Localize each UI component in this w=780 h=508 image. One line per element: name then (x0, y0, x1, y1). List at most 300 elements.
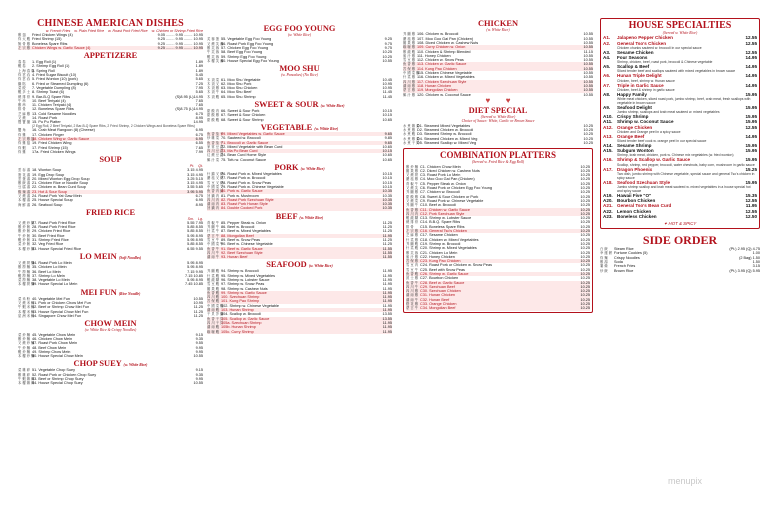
item-chinese-name: 腰 果 雞 (406, 168, 418, 173)
item-chinese-name: 蛋 花 湯 (18, 172, 30, 177)
item-price: 10.25 (580, 203, 590, 208)
item-price: 3.15 4.95 (187, 181, 203, 186)
item-price: 11.95 (382, 299, 392, 304)
item-price: 10.25 (580, 297, 590, 302)
item-name: 53. Beef or Shrimp Chop Suey (32, 377, 84, 382)
item-price: 10.65 (382, 153, 392, 158)
item-chinese-name: 四 川 雞 (406, 289, 418, 294)
item-chinese-name: 魚 香 牛 (406, 280, 418, 285)
item-price: (2 Bag) 1.50 (739, 255, 760, 260)
specialty-item (603, 214, 757, 219)
menu-item (18, 314, 203, 318)
item-chinese-name: 雞 炒 麵 (406, 164, 418, 169)
item-chinese-name: 紅 燒 豆 腐 (207, 153, 224, 158)
item-name: 93. Hunan Beef (221, 255, 248, 260)
specialty-description: Jumbo shrimp, scallops and krab meat sauteed w. mixed vegetables (617, 110, 720, 115)
item-name: 16. Crab Meat Rangoon (8) (Cheese) (32, 128, 95, 133)
item-name: 48. Beef Chow Mein (32, 345, 67, 350)
item-name: 70. Sauteed w. Broccoli (221, 136, 261, 141)
item-name: C27. Bourbon Chicken (420, 276, 459, 281)
item-chinese-name: 左 宗 雞 (18, 45, 30, 50)
item-name: C30. Szechuan Chicken (420, 289, 461, 294)
specialty-code: A14. (603, 143, 613, 149)
item-price: 6.75 (195, 194, 203, 198)
item-price: 5.55 7.95 (187, 220, 203, 225)
specialty-code: A12. (603, 124, 613, 130)
item-chinese-name: 春 卷 (18, 60, 26, 65)
item-chinese-name: 雞 飯 湯 (18, 181, 30, 186)
item-chinese-name: 芝 麻 雞 (406, 233, 418, 238)
item-price: 5.85 8.55 (187, 242, 203, 247)
item-name: 116. Chicken w. Mixed Vegetables (417, 75, 475, 80)
item-name: Crispy Noodles (614, 255, 640, 260)
item-name: 39. House Special Lo Mein (32, 282, 78, 287)
item-name: 6. Fried or Steamed Dumpling (6) (32, 81, 89, 86)
item-chinese-name: 四 川 蝦 (207, 295, 219, 300)
specialty-price: 15.95 (745, 179, 757, 185)
item-chinese-name: 魚 香 蝦 (406, 271, 418, 276)
specialty-price: 15.95 (745, 148, 757, 154)
item-name: 112. Chicken w. Snow Peas (417, 58, 464, 63)
item-chinese-name: 腰 果 蝦 (207, 286, 219, 291)
item-name: 38. Vegetable Lo Mein (32, 278, 70, 283)
item-price: 10.15 (382, 109, 392, 114)
item-price: 9.25 ........ 9.95 ........ 10.95 (157, 37, 203, 42)
specialty-description: Sliced tender beef and scallops sauteed with mixed vegetables in brown sauce (617, 69, 736, 74)
item-chinese-name: 青 椒 牛 (406, 181, 418, 186)
appetizer-list (18, 60, 203, 124)
item-price: 10.15 (382, 176, 392, 181)
item-price: 11.95 (382, 290, 392, 295)
item-price: 11.95 (382, 320, 392, 325)
item-chinese-name: 炸 雞 (18, 149, 26, 154)
item-name: 115. Chicken Chinese Vegetable (417, 71, 472, 76)
item-price: 1.50 (752, 259, 760, 264)
specialty-price: 14.95 (745, 55, 757, 61)
item-price: 5.85 8.55 (187, 229, 203, 234)
specialty-description: Shrimp, chicken, beef, roast pork, broccoli & Chinese vegetable (617, 60, 713, 65)
chicken-title: CHICKEN (477, 19, 519, 28)
specialty-code: A5. (603, 64, 611, 70)
item-name: 105b. Hunan Shrimp (221, 325, 256, 330)
item-name: C16. General Tso's Chicken (420, 229, 467, 234)
item-chinese-name: 雞 炒 飯 (18, 229, 30, 234)
item-chinese-name: 雲 吞 湯 (18, 168, 30, 173)
item-price: 7.95 (195, 85, 203, 90)
item-chinese-name: 芥 蘭 雞 (403, 32, 415, 37)
item-name: 117. Chicken Szechuan Style (417, 79, 467, 84)
item-price: 6.75 (195, 132, 203, 137)
item-name: 34. Roast Pork Lo Mein (32, 260, 72, 265)
combination-sub: (Served w. Fried Rice & Egg Roll) (471, 160, 525, 165)
mei-fun-list (18, 297, 203, 318)
item-chinese-name: 牛 炒 麵 (18, 345, 30, 350)
item-price: 10.25 (580, 284, 590, 289)
specialty-code: A9. (603, 105, 611, 111)
item-name: 20. Mixed Wonton Egg Drop Soup (32, 176, 90, 181)
item-price: 11.55 (382, 255, 392, 260)
item-price: 10.35 (382, 189, 392, 194)
menu-item (18, 203, 203, 207)
item-price: 11.45 (382, 90, 392, 95)
item-name: 24. Roast Pork Yat Gaw Mein (32, 194, 82, 198)
menu-item (207, 206, 392, 210)
item-price: 9.75 (384, 46, 392, 50)
item-name: C31. Hunan Chicken (420, 293, 456, 298)
item-name: 66. Sweet & Sour Pork (221, 109, 260, 114)
item-chinese-name: 四 川 豆 腐 (207, 149, 224, 154)
specialty-price: 15.95 (745, 114, 757, 120)
specialty-description: Chicken chunks sauteed w. broccoli in our special sauce (617, 45, 702, 50)
item-chinese-name: 湖 南 雞 (403, 83, 415, 88)
item-chinese-name: 酸 辣 湯 (18, 189, 30, 194)
item-price: 3.15 4.95 (187, 168, 203, 173)
item-chinese-name: 芥 蘭 雞 (406, 190, 418, 195)
item-price: 9.15 (195, 332, 203, 337)
item-name: C22. Honey Chicken (420, 254, 455, 259)
specialty-name: Orange Chicken (617, 124, 653, 130)
item-name: 36. Beef Lo Mein (32, 269, 61, 274)
item-chinese-name: 回 鍋 肉 (207, 193, 219, 198)
item-chinese-name: 燒 排 骨 (406, 220, 418, 225)
item-chinese-name: 四 川 干 貝 (207, 320, 224, 325)
specialty-price: 15.95 (745, 143, 757, 149)
item-price: 3.95 5.95 (187, 189, 203, 194)
item-chinese-name: 菜 撈 麵 (18, 278, 30, 283)
heart-icon: ♥ ♥ (485, 95, 511, 105)
item-price: 10.25 (382, 54, 392, 59)
specialty-name: Hawaii Five "O" (617, 193, 652, 199)
item-name: C1. Chicken Chow Mein (420, 164, 461, 169)
item-name: 61. Moo Shu Vegetable (221, 77, 261, 82)
item-chinese-name: 蒙 古 雞 (403, 88, 415, 93)
specialty-description: Scallop, shrimp, red pepper, broccoli, water chestnuts, baby corn, mushroom in garlic sauce (617, 162, 755, 167)
item-chinese-name: 炸 大 蝦 (18, 37, 30, 42)
item-chinese-name: 炒 飯 (600, 268, 608, 273)
item-chinese-name: 蝦 卷 (18, 64, 26, 69)
moo-shu-sub: (w. Pancakes) (No Rice) (281, 73, 318, 78)
item-chinese-name: 牛 串 (18, 98, 26, 103)
item-chinese-name: 本 樓 撈 麵 (18, 282, 35, 287)
item-chinese-name: 木 須 雞 (207, 86, 219, 91)
item-chinese-name: 寶 寶 盤 (18, 120, 30, 125)
item-price: 10.15 (382, 184, 392, 189)
item-chinese-name: 蘑 菇 雞 (406, 177, 418, 182)
item-name: 113. Chicken w. Garlic Sauce (417, 62, 467, 67)
item-name: Fortune Cookies (5) (614, 251, 648, 256)
item-price: 10.15 (382, 149, 392, 154)
item-name: 92. Beef Szechuan Style (221, 250, 263, 255)
item-chinese-name: 炸 雞 (18, 132, 26, 137)
lo-mein-title: LO MEIN (Soft Noodles) (79, 251, 142, 261)
specialty-name: Shrimp w. Coconut Sauce (617, 119, 674, 125)
item-chinese-name: 中 國 菜 雞 (403, 71, 420, 76)
item-chinese-name: 蝦 炒 麵 (18, 349, 30, 354)
item-chinese-name: 腰 果 雞 (403, 41, 415, 45)
item-name: 78. Roast Pork w. Snow Peas (221, 180, 272, 185)
item-name: 4. Fried Sugar Biscuit (10) (32, 73, 77, 78)
item-chinese-name: 什 菜 蝦 (207, 273, 219, 278)
item-name: 64. Moo Shu Beef (221, 90, 252, 95)
item-price: 5.65 (195, 77, 203, 82)
item-chinese-name: 炒 雜 菜 (207, 136, 219, 141)
menu-item (207, 330, 392, 334)
item-name: 33. House Special Fried Rice (32, 246, 82, 251)
item-chinese-name: 雞 翅 (18, 33, 26, 37)
item-name: 102. Shrimp w. Chinese Vegetable (221, 303, 280, 308)
item-chinese-name: 蟹 角 (18, 128, 26, 133)
item-chinese-name: 魚 香 干 貝 (207, 316, 224, 321)
item-chinese-name: 叉 燒 湯 (18, 194, 30, 198)
item-chinese-name: 咖 喱 蝦 (207, 329, 219, 334)
item-name: 81. Pork w. Mushroom (221, 193, 259, 198)
item-price: 10.55 (583, 83, 593, 88)
item-price: 10.25 (580, 198, 590, 203)
vegetable-title: VEGETABLE (w. White Rice) (260, 122, 339, 132)
item-chinese-name: 無 骨 雞 (18, 41, 30, 46)
item-name: 83. Roast Pork Hunan Style (221, 202, 268, 207)
item-price: 7.15 9.95 (187, 269, 203, 274)
item-price: 10.55 (583, 79, 593, 84)
item-name: C34. Mongolian Beef (420, 306, 456, 311)
item-price: 10.25 (580, 177, 590, 182)
item-chinese-name: 排 骨 (406, 224, 414, 229)
specialty-price: 14.95 (745, 133, 757, 139)
item-price: 10.65 (382, 157, 392, 162)
item-price: 10.25 (580, 181, 590, 186)
item-price: 10.55 (583, 45, 593, 50)
specialty-name: Shrimp & Scallop w. Garlic Sauce (617, 157, 691, 163)
seafood-title: SEAFOOD (w. White Rice) (266, 260, 333, 270)
item-chinese-name: 炸 雞 翅 (18, 141, 30, 146)
item-price: 10.25 (580, 220, 590, 225)
item-chinese-name: 蝦 多 士 (18, 90, 30, 95)
american-list (18, 33, 203, 50)
item-price: 11.25 (382, 237, 392, 242)
item-price: 9.95 (195, 345, 203, 350)
specialty-name: Crispy Shrimp (617, 114, 649, 120)
item-chinese-name: 本 樓 炒 飯 (18, 246, 35, 251)
item-price: 10.25 (580, 276, 590, 281)
soup-heads: Pt. Qt. (189, 164, 203, 169)
item-price: 10.25 (580, 216, 590, 221)
chicken-list (403, 32, 593, 96)
item-price: 10.55 (193, 296, 203, 301)
item-price: 10.95 (382, 81, 392, 86)
item-price: 1.89 (195, 60, 203, 65)
item-chinese-name: 叉 燒 芙 蓉 (207, 41, 224, 46)
item-name: 105a. Szechuan Shrimp (221, 320, 262, 325)
item-chinese-name: 海 鮮 湯 (18, 202, 30, 207)
chow-mein-sub: (w. White Rice & Crispy Noodles) (84, 328, 137, 333)
item-chinese-name: 白 飯 (600, 247, 608, 252)
specialty-code: A11. (603, 119, 613, 125)
item-chinese-name: 甜 酸 肉 (207, 109, 219, 114)
item-name: 105c. Curry Shrimp (221, 329, 254, 334)
item-name: 22. Chicken w. Bean Curd Soup (32, 185, 86, 190)
specialty-price: 12.55 (745, 124, 757, 130)
item-name: 111. Honey Chicken (417, 53, 451, 58)
item-chinese-name: 魚 香 茄 子 (207, 140, 224, 145)
item-chinese-name: 本 樓 芙 蓉 (207, 58, 224, 63)
item-chinese-name: 雪 豆 肉 (406, 263, 418, 268)
item-chinese-name: 中 國 菜 牛 (207, 242, 224, 247)
specialty-code: A23. (603, 213, 613, 219)
item-price: 13.55 (382, 312, 392, 317)
menu-column-3 (403, 18, 593, 506)
item-chinese-name: 雞 芙 蓉 (406, 250, 418, 255)
item-name: C25. Beef with Snow Peas (420, 267, 465, 272)
item-name: 77. Roast Pork w. Broccoli (221, 176, 266, 181)
item-price: 10.25 (580, 306, 590, 311)
item-price: 10.25 (583, 132, 593, 137)
specialty-code: A8. (603, 91, 611, 97)
item-price: 10.95 (382, 86, 392, 91)
item-price: 10.25 (583, 123, 593, 128)
item-name: 73. Ma Po Bean Curd (221, 149, 258, 154)
sweet-sour-list (207, 109, 392, 122)
specialty-code: A2. (603, 40, 611, 46)
item-price: 10.25 (580, 250, 590, 255)
item-price: (Pt.) 2.95 (Q) 4.75 (729, 247, 760, 252)
item-chinese-name: 魚 香 雞 (403, 62, 415, 67)
menu-item (18, 150, 203, 154)
item-price: (S)8.75 (L)14.95 (175, 107, 203, 112)
item-price: 9.25 (384, 37, 392, 42)
item-name: 107. Moo Goo Gai Pan (Chicken) (417, 36, 474, 41)
item-price: 10.25 (583, 140, 593, 145)
menu-column-1 (18, 18, 203, 506)
item-name: 31. Shrimp Fried Rice (32, 238, 69, 243)
specialty-name: Boneless Chicken (617, 213, 657, 219)
chinese-american-title: CHINESE AMERICAN DISHES (37, 18, 184, 29)
specialty-code: A3. (603, 49, 611, 55)
item-name: C13. Shrimp w. Lobster Sauce (420, 216, 472, 221)
item-chinese-name: 四 川 肉 (406, 211, 418, 216)
item-chinese-name: 菜 雜 碎 (18, 368, 30, 373)
item-price: 9.35 (195, 336, 203, 341)
pupu-note: (2 Egg Roll, 2 Beef Teriyaki, 2 Bar-B-Q Spare Ribs, 2 Fried Shrimp, 2 Chicken Wings and Boneless Spare Ribs) (32, 123, 195, 128)
item-chinese-name: 炸 雲 吞 (18, 73, 30, 78)
item-price: 6.95 (195, 128, 203, 133)
item-price: 9.15 (195, 368, 203, 373)
item-name: C11. Chicken w. Garlic Sauce (420, 207, 470, 212)
specialty-description: Two dish, jumbo shrimp with Chinese vegetable, special sauce and general Tso's chicken in spicy sauce (617, 171, 755, 180)
specialty-name: Hunan Triple Delight (617, 73, 662, 79)
item-name: 17. Fried Shrimp (15) (32, 145, 68, 150)
item-name: 5. Fried Wonton (10) (pork) (32, 77, 78, 82)
item-name: 43. House Special Chow Mei Fun (32, 309, 89, 314)
item-price: 10.95 (193, 301, 203, 306)
item-name: C5. Pepper Steak w. Onion (420, 181, 466, 186)
item-name: 28. Roast Pork Fried Rice (32, 225, 76, 230)
item-name: C6. Roast Pork or Chicken Egg Foo Young (420, 186, 492, 191)
item-chinese-name: 雪 豆 牛 (207, 237, 219, 242)
item-price: 5.85 8.55 (187, 225, 203, 230)
item-chinese-name: 鍋 貼 (18, 81, 26, 86)
item-name: C7. Chicken w. Broccoli (420, 190, 460, 195)
item-chinese-name: 芥 蘭 蝦 (207, 269, 219, 274)
item-name: 71. Broccoli w. Garlic Sauce (221, 140, 269, 145)
menu-column-2 (207, 18, 392, 506)
item-price: 11.95 (382, 303, 392, 308)
item-name: 109. Curry Chicken w. Onion (417, 45, 466, 50)
item-price: 10.25 (580, 263, 590, 268)
item-name: C29. Szechuan Beef (420, 284, 455, 289)
item-name: 14. Roast Pork (32, 116, 58, 121)
item-price: 10.55 (583, 66, 593, 71)
item-chinese-name: 牛 撈 麵 (18, 269, 30, 274)
item-price: 9.05 ........ 9.95 ........ 10.95 (157, 33, 203, 37)
item-chinese-name: 炸 雲 吞 (18, 77, 30, 82)
side-order-list (600, 247, 760, 273)
item-name: 103. Hunan Shrimp (221, 308, 254, 313)
specialty-item (603, 73, 757, 78)
item-chinese-name: 魚 香 雞 (406, 207, 418, 212)
item-chinese-name: 叉 燒 芙 (406, 186, 418, 191)
beef-list (207, 221, 392, 260)
egg-foo-young-list (207, 37, 392, 63)
chicken-sub: (w. White Rice) (486, 28, 510, 32)
beef-title: BEEF (w. White Rice) (275, 211, 324, 221)
appetizer-list-2 (18, 128, 203, 154)
specialty-item (603, 157, 757, 162)
item-price: 11.95 (382, 325, 392, 330)
item-price: (Pt.) 3.95 (Q) 5.95 (729, 268, 760, 273)
item-name: 18. Chicken Wing w. Garlic Sauce (32, 137, 90, 142)
specialty-price: 15.95 (745, 91, 757, 97)
diet-sub: (Served w. White Rice) (480, 114, 516, 119)
item-name: 67. Sweet & Sour Chicken (221, 113, 266, 118)
house-specialties-title: HOUSE SPECIALTIES (628, 20, 732, 31)
item-price: 9.95 (195, 377, 203, 382)
item-name: 8. Shrimp Toast (6) (32, 90, 65, 95)
combination-list (406, 165, 590, 311)
item-name: 101. Kung Pao Shrimp (221, 299, 260, 304)
item-chinese-name: 干 貝 芥 蘭 (207, 312, 224, 317)
item-name: 91. Beef w. Garlic Sauce (221, 246, 263, 251)
item-name: 15. Pu Pu Platter (32, 120, 61, 125)
item-price: 13.55 (382, 316, 392, 321)
item-name: 90. Beef w. Chinese Vegetable (221, 242, 273, 247)
item-name: 98. Shrimp w. Cashew Nuts (221, 286, 268, 291)
hot-spicy-note: ✦ HOT & SPICY (663, 221, 697, 227)
menu-item (600, 269, 760, 273)
menu-column-4 (600, 18, 760, 506)
item-chinese-name: 木 須 蝦 (207, 94, 219, 99)
item-chinese-name: 中 國 菜 蝦 (207, 303, 224, 308)
item-price: 1.89 (195, 64, 203, 69)
item-name: 85. Pepper Steak w. Onion (221, 220, 267, 225)
specialty-code: A10. (603, 114, 613, 120)
item-price: 11.95 (382, 269, 392, 274)
item-chinese-name: 叉 燒 撈 麵 (18, 260, 35, 265)
item-name: 87. Beef w. Mixed Vegetables (221, 229, 271, 234)
item-name: 18. Wonton Soup (32, 168, 62, 173)
item-chinese-name: 左 宗 雞 (406, 229, 418, 234)
item-name: C4. Moo Goo Gai Pan (Chicken) (420, 177, 475, 182)
menu-item (207, 95, 392, 99)
item-name: 44. Singapore Chow Mei Fun (32, 313, 82, 318)
item-name: 50. House Special Chow Mein (32, 354, 83, 359)
item-name: 17a. Fried Chicken Wings (32, 149, 76, 154)
specialty-code: A4. (603, 55, 611, 61)
item-price: 10.25 (580, 267, 590, 272)
specialty-price: 11.95 (745, 203, 757, 209)
item-price: 11.95 (382, 282, 392, 287)
item-name: 30. Beef Fried Rice (32, 233, 65, 238)
item-price: 11.25 (193, 305, 203, 310)
